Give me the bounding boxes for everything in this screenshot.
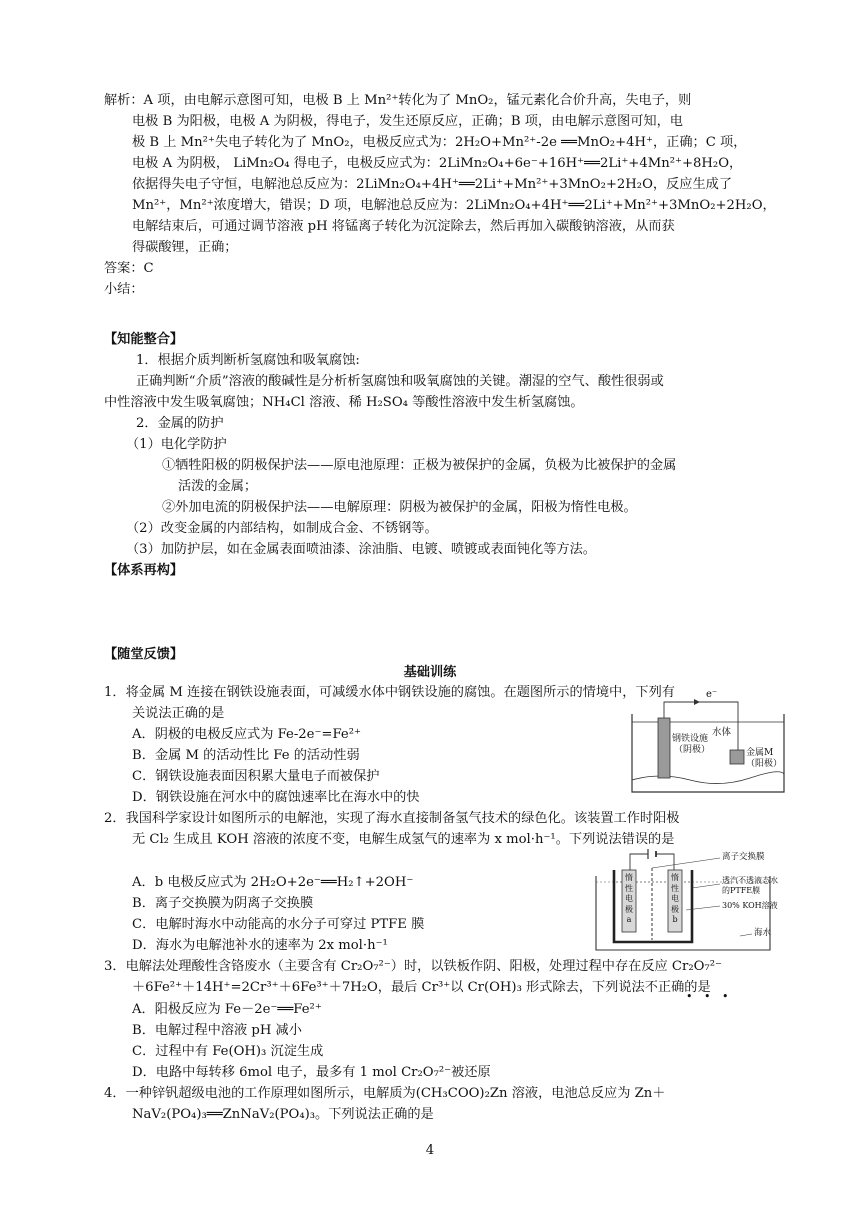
q3-emphasis-dots: • • • (686, 990, 733, 1003)
q1-fig-steel-1: 钢铁设施 (672, 734, 709, 744)
knowledge-line-6: ①牺牲阳极的阴极保护法——原电池原理：正极为被保护的金属，负极为比被保护的金属 (162, 458, 677, 473)
analysis-line-1: 解析：A 项，由电解示意图可知，电极 B 上 Mn²⁺转化为了 MnO₂，锰元素化合价升高，失电子，则 (104, 93, 692, 108)
q3-option-c: C．过程中有 Fe(OH)₃ 沉淀生成 (132, 1044, 324, 1059)
answer: 答案：C (104, 261, 154, 276)
knowledge-line-8: ②外加电流的阴极保护法——电解原理：阴极为被保护的金属，阳极为惰性电极。 (162, 500, 637, 515)
q2-fig-ptfe-2: 的PTFE膜 (722, 886, 761, 895)
analysis-line-5: 依据得失电子守恒，电解池总反应为：2LiMn₂O₄+4H⁺══2Li⁺+Mn²⁺+3MnO₂+2H₂O，反应生成了 (132, 177, 733, 192)
q3-option-b: B．电解过程中溶液 pH 减小 (132, 1023, 302, 1038)
q2-fig-membrane: 离子交换膜 (722, 852, 765, 862)
q1-stem-1: 1．将金属 M 连接在钢铁设施表面，可减缓水体中钢铁设施的腐蚀。在题图所示的情境中，下列有 (104, 685, 675, 700)
q1-fig-electron: e⁻ (706, 689, 718, 700)
analysis-line-3: 极 B 上 Mn²⁺失电子转化为了 MnO₂，电极反应式为：2H₂O+Mn²⁺-2e ══MnO₂+4H⁺，正确；C 项， (132, 135, 747, 150)
q3-option-d: D．电路中每转移 6mol 电子，最多有 1 mol Cr₂O₇²⁻被还原 (132, 1065, 491, 1080)
q1-stem-2: 关说法正确的是 (132, 706, 225, 721)
q4-stem-1: 4．一种锌钒超级电池的工作原理如图所示，电解质为(CH₃COO)₂Zn 溶液，电池总反应为 Zn＋ (104, 1086, 666, 1101)
page-number: 4 (425, 1143, 435, 1158)
analysis-line-4: 电极 A 为阴极， LiMn₂O₄ 得电子，电极反应式为：2LiMn₂O₄+6e⁻+16H⁺══2Li⁺+4Mn²⁺+8H₂O， (132, 156, 743, 171)
q2-fig-ptfe-1: 透汽不透液态水 (722, 876, 778, 885)
system-heading: 【体系再构】 (104, 563, 184, 578)
analysis-line-6: Mn²⁺，Mn²⁺浓度增大，错误；D 项，电解池总反应为：2LiMn₂O₄+4H⁺══2Li⁺+Mn²⁺+3MnO₂+2H₂O， (132, 198, 776, 213)
knowledge-line-1: 1．根据介质判断析氢腐蚀和吸氧腐蚀: (136, 353, 360, 368)
q1-option-c: C．钢铁设施表面因积累大量电子而被保护 (132, 769, 380, 784)
knowledge-line-5: （1）电化学防护 (126, 437, 227, 452)
q2-fig-electrode-b: 惰 性 电 极 b (671, 873, 679, 924)
q1-fig-metal-2: （阳极） (746, 759, 783, 769)
q2-option-b: B．离子交换膜为阴离子交换膜 (132, 896, 314, 911)
knowledge-heading: 【知能整合】 (104, 332, 184, 347)
q2-fig-sea: 海水 (754, 928, 772, 938)
q4-stem-2: NaV₂(PO₄)₃══ZnNaV₂(PO₄)₃。下列说法正确的是 (132, 1107, 434, 1122)
knowledge-line-3: 中性溶液中发生吸氧腐蚀；NH₄Cl 溶液、稀 H₂SO₄ 等酸性溶液中发生析氢腐蚀。 (104, 395, 584, 410)
q1-fig-water: 水体 (712, 727, 732, 738)
analysis-line-2: 电极 B 为阳极，电极 A 为阴极，得电子，发生还原反应，正确；B 项，由电解示意图可知，电 (132, 114, 683, 129)
knowledge-line-4: 2．金属的防护 (136, 416, 224, 431)
basic-training-title: 基础训练 (403, 665, 457, 680)
summary: 小结： (104, 282, 144, 297)
q2-fig-koh: 30% KOH溶液 (722, 901, 778, 910)
knowledge-line-9: （2）改变金属的内部结构，如制成合金、不锈钢等。 (126, 521, 438, 536)
q1-fig-metal-1: 金属M (746, 748, 774, 758)
q1-fig-steel-2: （阴极） (674, 745, 711, 755)
knowledge-line-2: 正确判断“介质”溶液的酸碱性是分析析氢腐蚀和吸氧腐蚀的关键。潮湿的空气、酸性很弱或 (136, 374, 664, 389)
q1-option-b: B．金属 M 的活动性比 Fe 的活动性弱 (132, 748, 360, 763)
q3-option-a: A．阳极反应为 Fe－2e⁻══Fe²⁺ (132, 1002, 322, 1017)
q1-option-a: A．阴极的电极反应式为 Fe-2e⁻=Fe²⁺ (132, 727, 361, 742)
analysis-line-7: 电解结束后，可通过调节溶液 pH 将锰离子转化为沉淀除去，然后再加入碳酸钠溶液，从而获 (132, 219, 675, 234)
q2-option-c: C．电解时海水中动能高的水分子可穿过 PTFE 膜 (132, 917, 425, 932)
q1-figure (630, 689, 786, 794)
q3-stem-2: ＋6Fe²⁺＋14H⁺=2Cr³⁺＋6Fe³⁺＋7H₂O，最后 Cr³⁺以 Cr(OH)₃ 形式除去，下列说法不正确的是 (132, 980, 711, 995)
q2-stem-1: 2．我国科学家设计如图所示的电解池，实现了海水直接制备氢气技术的绿色化。该装置工作时阳极 (104, 811, 680, 826)
q2-option-a: A．b 电极反应式为 2H₂O+2e⁻══H₂↑+2OH⁻ (132, 875, 414, 890)
analysis-line-8: 得碳酸锂，正确； (132, 240, 238, 255)
q2-option-d: D．海水为电解池补水的速率为 2x mol·h⁻¹ (132, 938, 388, 953)
q2-fig-electrode-a: 惰 性 电 极 a (625, 873, 633, 924)
feedback-heading: 【随堂反馈】 (104, 647, 184, 662)
q2-stem-2: 无 Cl₂ 生成且 KOH 溶液的浓度不变，电解生成氢气的速率为 x mol·h⁻¹。下列说法错误的是 (132, 832, 675, 847)
q1-option-d: D．钢铁设施在河水中的腐蚀速率比在海水中的快 (132, 790, 420, 805)
q2-figure (590, 846, 786, 954)
knowledge-line-10: （3）加防护层，如在金属表面喷油漆、涂油脂、电镀、喷镀或表面钝化等方法。 (126, 542, 596, 557)
q3-stem-1: 3．电解法处理酸性含铬废水（主要含有 Cr₂O₇²⁻）时，以铁板作阴、阳极，处理过程中存在反应 Cr₂O₇²⁻ (104, 959, 722, 974)
knowledge-line-7: 活泼的金属； (178, 479, 258, 494)
